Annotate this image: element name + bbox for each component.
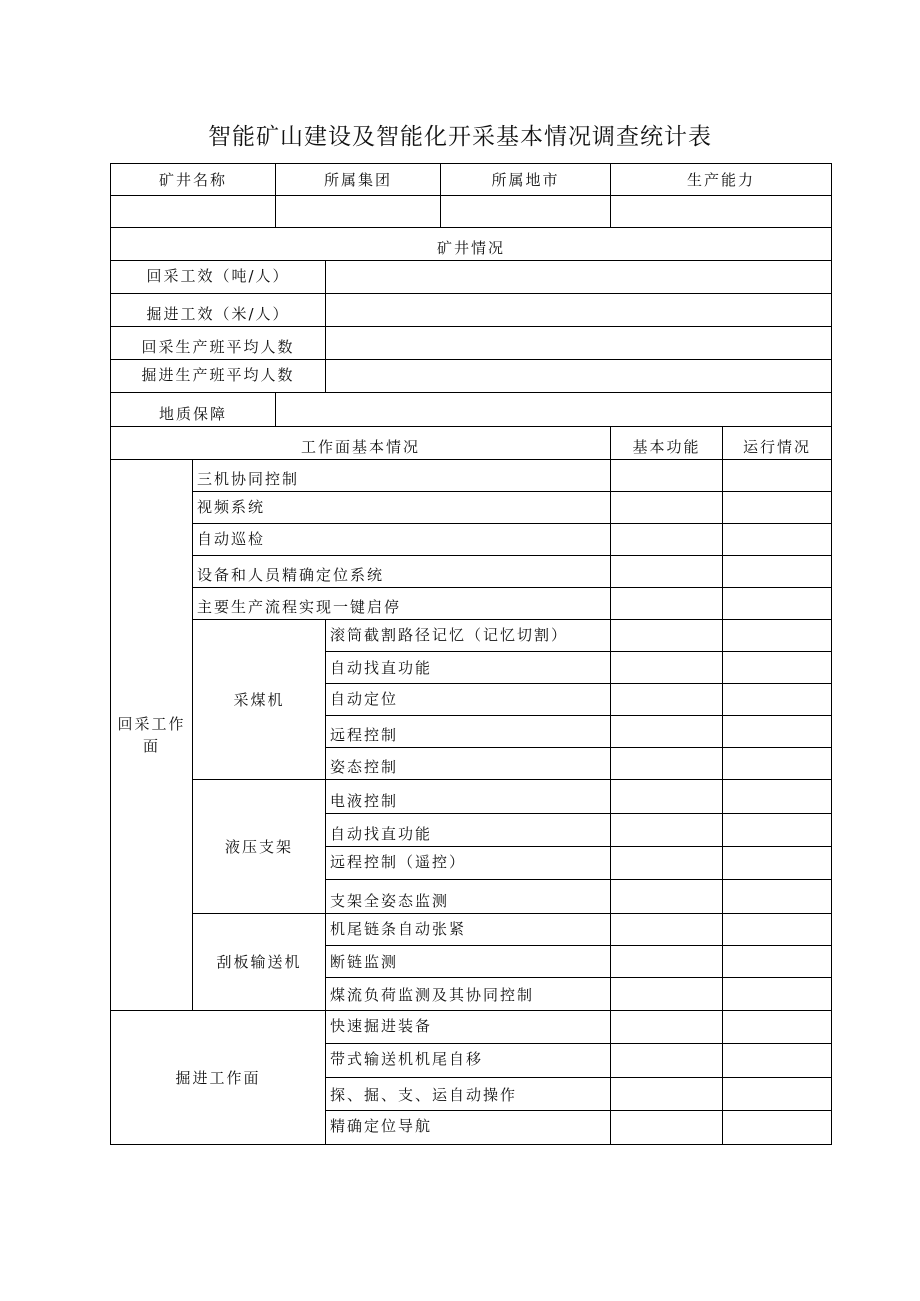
label-mining-face: 回采工作面 (111, 460, 193, 1011)
shearer-item: 自动找直功能 (326, 652, 611, 684)
operation-cell[interactable] (723, 620, 832, 652)
conveyor-item: 煤流负荷监测及其协同控制 (326, 978, 611, 1011)
conveyor-item: 断链监测 (326, 946, 611, 978)
operation-cell[interactable] (723, 588, 832, 620)
driving-item: 快速掘进装备 (326, 1011, 611, 1044)
driving-item: 带式输送机机尾自移 (326, 1044, 611, 1078)
label-geology: 地质保障 (111, 393, 276, 427)
label-scraper-conveyor: 刮板输送机 (193, 914, 326, 1011)
mining-item: 视频系统 (193, 492, 611, 524)
section-mine-situation: 矿井情况 (111, 228, 832, 261)
location-cell[interactable] (441, 196, 611, 228)
driving-shift-avg-cell[interactable] (326, 360, 832, 393)
function-cell[interactable] (611, 556, 723, 588)
function-cell[interactable] (611, 1044, 723, 1078)
function-cell[interactable] (611, 588, 723, 620)
function-cell[interactable] (611, 492, 723, 524)
header-input-row (111, 196, 832, 228)
header-mine-name: 矿井名称 (111, 164, 276, 196)
function-cell[interactable] (611, 1078, 723, 1111)
label-driving-efficiency: 掘进工效（米/人） (111, 294, 326, 327)
operation-cell[interactable] (723, 880, 832, 914)
shearer-item: 滚筒截割路径记忆（记忆切割） (326, 620, 611, 652)
mining-item: 主要生产流程实现一键启停 (193, 588, 611, 620)
geology-cell[interactable] (276, 393, 832, 427)
operation-cell[interactable] (723, 716, 832, 748)
header-location: 所属地市 (441, 164, 611, 196)
support-item: 支架全姿态监测 (326, 880, 611, 914)
section-face: 工作面基本情况 (111, 427, 611, 460)
header-operation: 运行情况 (723, 427, 832, 460)
function-cell[interactable] (611, 1111, 723, 1145)
driving-item: 精确定位导航 (326, 1111, 611, 1145)
conveyor-item: 机尾链条自动张紧 (326, 914, 611, 946)
mining-efficiency-cell[interactable] (326, 261, 832, 294)
shearer-item: 姿态控制 (326, 748, 611, 780)
operation-cell[interactable] (723, 652, 832, 684)
capacity-cell[interactable] (611, 196, 832, 228)
mining-shift-avg-cell[interactable] (326, 327, 832, 360)
shearer-item: 远程控制 (326, 716, 611, 748)
function-cell[interactable] (611, 847, 723, 880)
operation-cell[interactable] (723, 780, 832, 814)
function-cell[interactable] (611, 652, 723, 684)
header-row (111, 164, 832, 196)
function-cell[interactable] (611, 620, 723, 652)
operation-cell[interactable] (723, 978, 832, 1011)
function-cell[interactable] (611, 814, 723, 847)
operation-cell[interactable] (723, 460, 832, 492)
function-cell[interactable] (611, 748, 723, 780)
operation-cell[interactable] (723, 1111, 832, 1145)
document-title: 智能矿山建设及智能化开采基本情况调查统计表 (208, 124, 712, 150)
label-driving-face: 掘进工作面 (111, 1011, 326, 1145)
driving-efficiency-cell[interactable] (326, 294, 832, 327)
mining-item: 自动巡检 (193, 524, 611, 556)
label-driving-shift-avg: 掘进生产班平均人数 (111, 360, 326, 393)
operation-cell[interactable] (723, 1044, 832, 1078)
label-hydraulic-support: 液压支架 (193, 780, 326, 914)
function-cell[interactable] (611, 684, 723, 716)
function-cell[interactable] (611, 716, 723, 748)
function-cell[interactable] (611, 880, 723, 914)
support-item: 电液控制 (326, 780, 611, 814)
function-cell[interactable] (611, 978, 723, 1011)
survey-table (110, 163, 832, 1145)
mining-item: 三机协同控制 (193, 460, 611, 492)
operation-cell[interactable] (723, 556, 832, 588)
operation-cell[interactable] (723, 847, 832, 880)
label-mining-efficiency: 回采工效（吨/人） (111, 261, 326, 294)
function-cell[interactable] (611, 460, 723, 492)
support-item: 远程控制（遥控） (326, 847, 611, 880)
header-group: 所属集团 (276, 164, 441, 196)
label-shearer: 采煤机 (193, 620, 326, 780)
operation-cell[interactable] (723, 914, 832, 946)
group-cell[interactable] (276, 196, 441, 228)
header-capacity: 生产能力 (611, 164, 832, 196)
operation-cell[interactable] (723, 748, 832, 780)
operation-cell[interactable] (723, 1011, 832, 1044)
function-cell[interactable] (611, 524, 723, 556)
driving-item: 探、掘、支、运自动操作 (326, 1078, 611, 1111)
shearer-item: 自动定位 (326, 684, 611, 716)
support-item: 自动找直功能 (326, 814, 611, 847)
function-cell[interactable] (611, 1011, 723, 1044)
mining-item: 设备和人员精确定位系统 (193, 556, 611, 588)
operation-cell[interactable] (723, 946, 832, 978)
operation-cell[interactable] (723, 1078, 832, 1111)
operation-cell[interactable] (723, 684, 832, 716)
header-basic-function: 基本功能 (611, 427, 723, 460)
function-cell[interactable] (611, 946, 723, 978)
mine-name-cell[interactable] (111, 196, 276, 228)
operation-cell[interactable] (723, 524, 832, 556)
function-cell[interactable] (611, 780, 723, 814)
operation-cell[interactable] (723, 492, 832, 524)
label-mining-shift-avg: 回采生产班平均人数 (111, 327, 326, 360)
function-cell[interactable] (611, 914, 723, 946)
operation-cell[interactable] (723, 814, 832, 847)
